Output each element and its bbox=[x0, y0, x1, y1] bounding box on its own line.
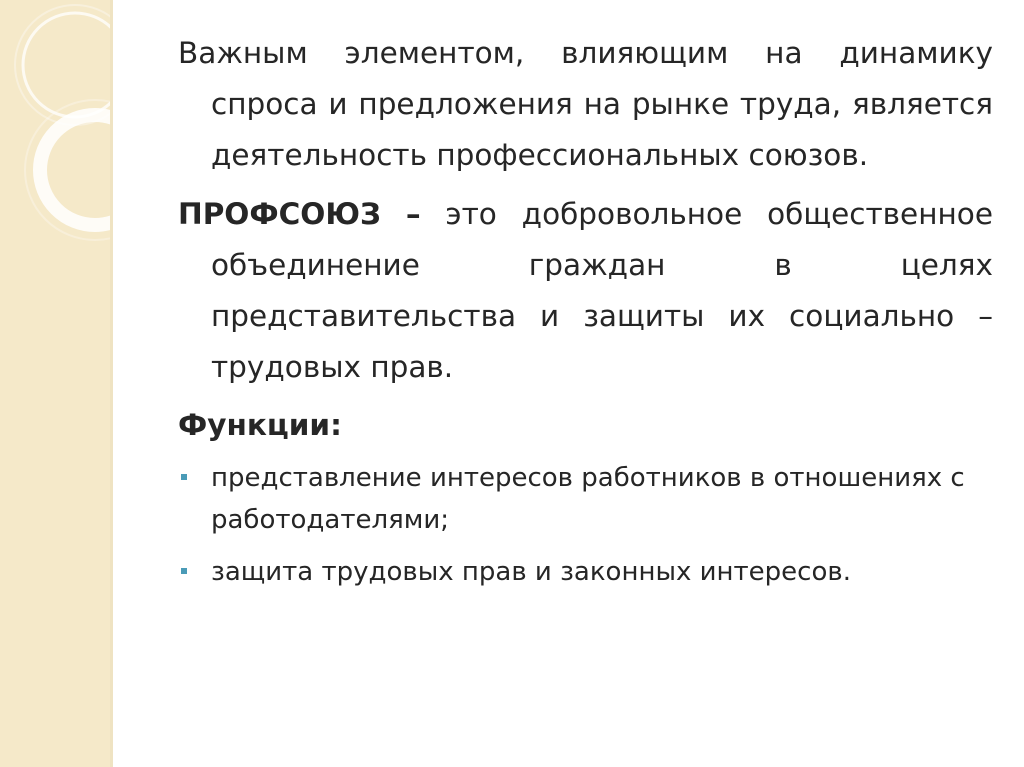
decorative-rings-icon bbox=[0, 0, 110, 767]
intro-text: Важным элементом, влияющим на динамику спроса и предложения на рынке труда, является деятельность профессиональных союзов. bbox=[178, 36, 993, 172]
definition-paragraph bbox=[178, 189, 993, 393]
list-item-text: представление интересов работников в отношениях с работодателями; bbox=[211, 463, 965, 535]
slide-content bbox=[178, 28, 993, 603]
side-panel-edge bbox=[110, 0, 113, 767]
list-item bbox=[178, 551, 993, 593]
definition-text: это добровольное общественное объединение граждан в целях представительства и защиты их социально – трудовых прав. bbox=[211, 197, 993, 384]
bullet-square-icon bbox=[181, 568, 187, 574]
list-item-text: защита трудовых прав и законных интересов. bbox=[211, 557, 851, 587]
list-item bbox=[178, 457, 993, 541]
intro-paragraph bbox=[178, 28, 993, 181]
definition-term: ПРОФСОЮЗ bbox=[178, 197, 381, 231]
functions-heading: Функции: bbox=[178, 408, 342, 442]
side-decoration-panel bbox=[0, 0, 110, 767]
definition-dash: – bbox=[405, 197, 421, 231]
bullet-square-icon bbox=[181, 474, 187, 480]
functions-list bbox=[178, 457, 993, 593]
